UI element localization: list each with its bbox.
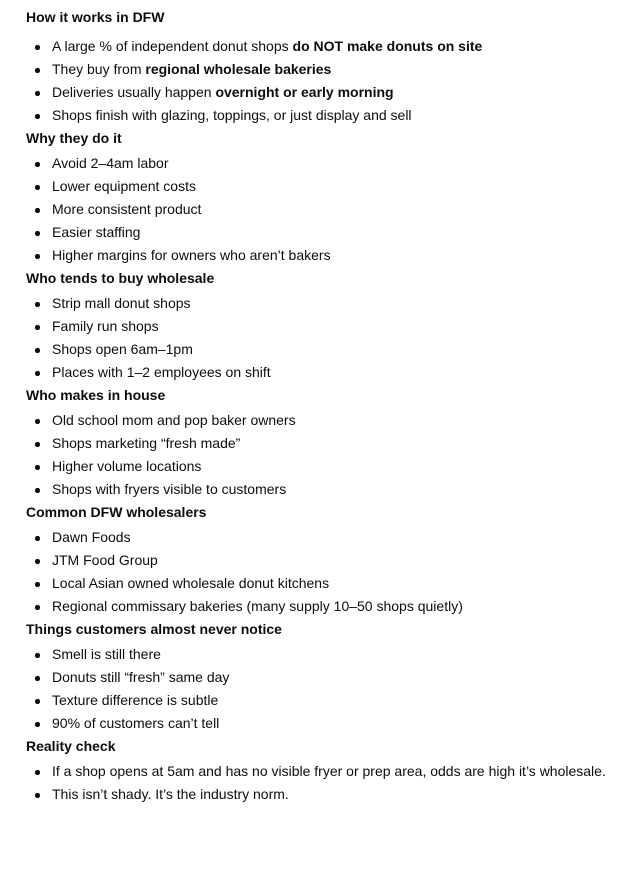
bullet-list: [26, 529, 630, 615]
item-bold-text: regional wholesale bakeries: [145, 61, 332, 77]
section-heading: How it works in DFW: [26, 9, 165, 25]
list-item: Avoid 2–4am labor: [26, 155, 630, 172]
list-item: Shops open 6am–1pm: [26, 341, 630, 358]
list-item: [26, 38, 630, 55]
list-item: [26, 107, 630, 124]
list-item: Texture difference is subtle: [26, 692, 630, 709]
list-item: Lower equipment costs: [26, 178, 630, 195]
list-item: Places with 1–2 employees on shift: [26, 364, 630, 381]
list-item: Easier staffing: [26, 224, 630, 241]
bullet-list: [26, 412, 630, 498]
section-reality-check: [26, 738, 630, 803]
item-text: Deliveries usually happen: [52, 84, 216, 100]
list-item: Higher volume locations: [26, 458, 630, 475]
section-heading: Who makes in house: [26, 387, 166, 403]
list-item: This isn’t shady. It’s the industry norm.: [26, 786, 630, 803]
section-heading: Common DFW wholesalers: [26, 504, 207, 520]
list-item: Dawn Foods: [26, 529, 630, 546]
list-item: Old school mom and pop baker owners: [26, 412, 630, 429]
section-heading: Reality check: [26, 738, 116, 754]
list-item: JTM Food Group: [26, 552, 630, 569]
list-item: Local Asian owned wholesale donut kitchens: [26, 575, 630, 592]
list-item: Regional commissary bakeries (many supply 10–50 shops quietly): [26, 598, 630, 615]
item-bold-text: overnight or early morning: [215, 84, 394, 100]
section-who-makes-in-house: [26, 387, 630, 498]
bullet-list: [26, 38, 630, 124]
bullet-list: [26, 763, 630, 803]
list-item: [26, 61, 630, 78]
bullet-list: [26, 155, 630, 264]
section-who-buys-wholesale: [26, 270, 630, 381]
bullet-list: [26, 295, 630, 381]
item-text: They buy from: [52, 61, 146, 77]
list-item: Higher margins for owners who aren’t bakers: [26, 247, 630, 264]
list-item: [26, 84, 630, 101]
list-item: Strip mall donut shops: [26, 295, 630, 312]
section-common-wholesalers: [26, 504, 630, 615]
item-text: A large % of independent donut shops: [52, 38, 293, 54]
list-item: Shops with fryers visible to customers: [26, 481, 630, 498]
item-bold-text: do NOT make donuts on site: [292, 38, 483, 54]
section-why-they-do-it: [26, 130, 630, 264]
list-item: Family run shops: [26, 318, 630, 335]
list-item: Donuts still “fresh” same day: [26, 669, 630, 686]
list-item: Shops marketing “fresh made”: [26, 435, 630, 452]
list-item: 90% of customers can’t tell: [26, 715, 630, 732]
bullet-list: [26, 646, 630, 732]
list-item: If a shop opens at 5am and has no visible fryer or prep area, odds are high it’s wholesale.: [26, 763, 630, 780]
section-heading: Who tends to buy wholesale: [26, 270, 215, 286]
section-customers-never-notice: [26, 621, 630, 732]
section-heading: Why they do it: [26, 130, 122, 146]
section-how-it-works: [26, 9, 630, 124]
list-item: Smell is still there: [26, 646, 630, 663]
item-text: Shops finish with glazing, toppings, or just display and sell: [52, 107, 412, 123]
list-item: More consistent product: [26, 201, 630, 218]
section-heading: Things customers almost never notice: [26, 621, 282, 637]
